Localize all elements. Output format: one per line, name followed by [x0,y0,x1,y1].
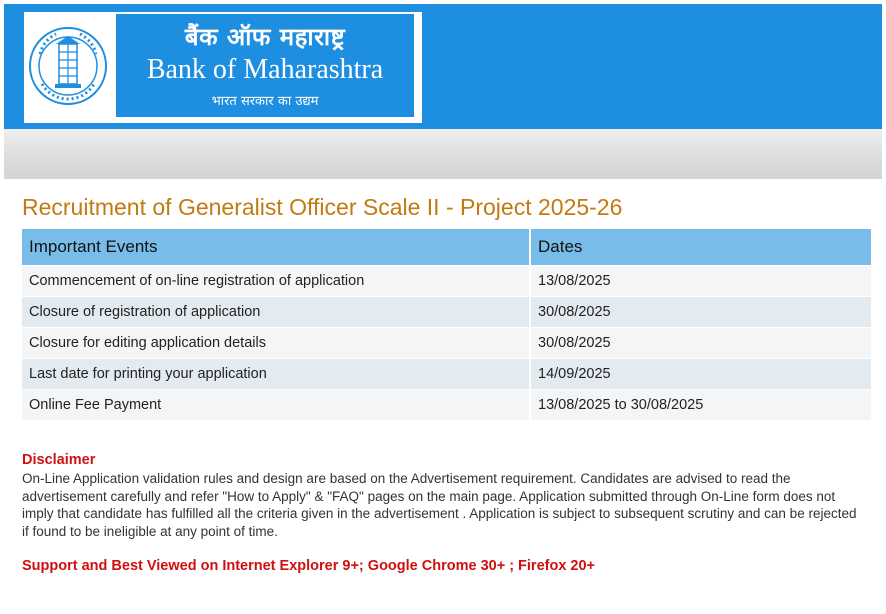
event-date: 30/08/2025 [531,327,871,358]
column-header-events: Important Events [22,229,531,265]
table-row [22,265,871,296]
event-name: Commencement of on-line registration of application [22,265,531,296]
event-name: Online Fee Payment [22,389,531,420]
table-row [22,389,871,420]
table-row [22,358,871,389]
logo-text-panel [116,14,414,117]
table-row [22,296,871,327]
logo-english-name: Bank of Maharashtra [146,54,384,85]
header-banner [4,4,882,129]
nav-strip [4,129,882,179]
disclaimer-text: On-Line Application validation rules and design are based on the Advertisement requirement. Candidates are advised to read the advertisement carefully and refer "How to Apply" & "FAQ" pages on the main page. Application submitted through On-Line form does not imply that candidate has fulfilled all the criteria given in the advertisement . Application is subject to subsequent scrutiny and can be rejected if found to be ineligible at any point of time. [22,471,857,539]
event-name: Closure for editing application details [22,327,531,358]
disclaimer-title: Disclaimer [22,452,96,468]
event-date: 13/08/2025 [531,265,871,296]
event-date: 30/08/2025 [531,296,871,327]
important-events-table [22,229,871,420]
event-name: Last date for printing your application [22,358,531,389]
logo-hindi-name: बैंक ऑफ महाराष्ट्र [184,23,346,51]
column-header-dates: Dates [531,229,871,265]
bank-logo[interactable] [24,12,422,123]
bank-emblem-icon [26,14,113,121]
logo-tagline: भारत सरकार का उद्यम [211,94,319,109]
event-name: Closure of registration of application [22,296,531,327]
table-row [22,327,871,358]
table-header-row [22,229,871,265]
browser-support-note: Support and Best Viewed on Internet Explorer 9+; Google Chrome 30+ ; Firefox 20+ [22,558,596,574]
page-title: Recruitment of Generalist Officer Scale II - Project 2025-26 [22,194,623,220]
event-date: 14/09/2025 [531,358,871,389]
event-date: 13/08/2025 to 30/08/2025 [531,389,871,420]
